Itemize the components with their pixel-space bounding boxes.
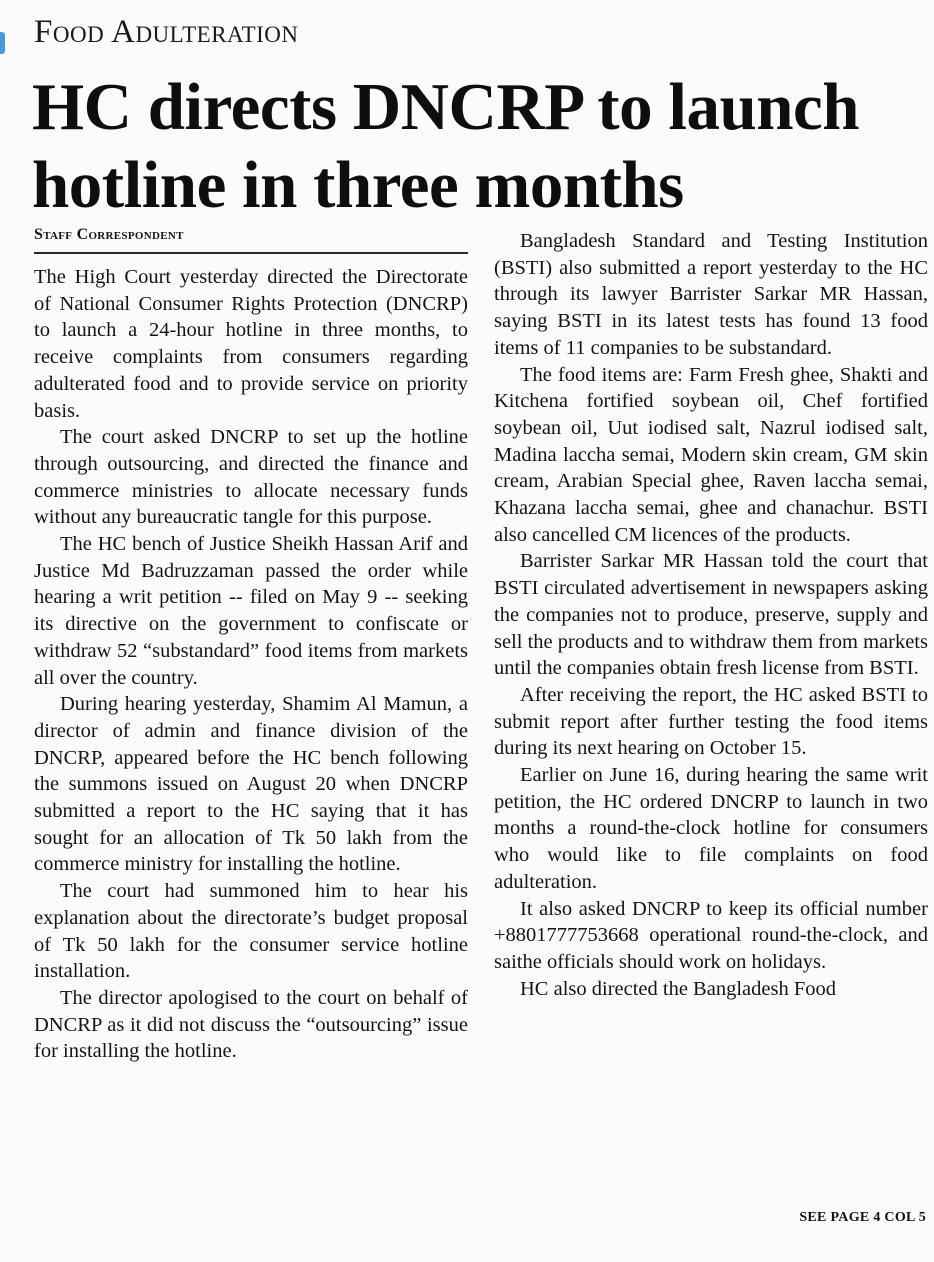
paragraph: The court asked DNCRP to set up the hotline through outsourcing, and directed the finance and commerce ministries to allocate necessary funds without any bureaucratic tangle for this purpose. (34, 426, 468, 529)
paragraph: The director apologised to the court on behalf of DNCRP as it did not discuss the “outsourcing” issue for installing the hotline. (34, 986, 468, 1063)
article-column-right (494, 228, 928, 1002)
paragraph: The HC bench of Justice Sheikh Hassan Arif and Justice Md Badruzzaman passed the order while hearing a writ petition -- filed on May 9 -- seeking its directive on the government to confiscate or withdraw 52 “substandard” food items from markets all over the country. (34, 533, 468, 689)
paragraph: Bangladesh Standard and Testing Institution (BSTI) also submitted a report yesterday to the HC through its lawyer Barrister Sarkar MR Hassan, saying BSTI in its latest tests has found 13 food items of 11 companies to be substandard. (494, 230, 928, 359)
section-kicker: Food Adulteration (34, 14, 299, 50)
headline-line-1: HC directs DNCRP to launch (32, 70, 859, 144)
paragraph: The High Court yesterday directed the Directorate of National Consumer Rights Protection (DNCRP) to launch a 24-hour hotline in three months, to receive complaints from consumers regarding adulterated food and to provide service on priority basis. (34, 266, 468, 422)
paragraph: Barrister Sarkar MR Hassan told the court that BSTI circulated advertisement in newspapers asking the companies not to produce, preserve, supply and sell the products and to withdraw them from markets until the companies obtain fresh license from BSTI. (494, 550, 928, 680)
paragraph: It also asked DNCRP to keep its official number +8801777753668 operational round-the-clock, and saithe officials should work on holidays. (494, 897, 928, 973)
paragraph: Earlier on June 16, during hearing the same writ petition, the HC ordered DNCRP to launch in two months a round-the-clock hotline for consumers who would like to file complaints on food adulteration. (494, 764, 928, 893)
paragraph: The court had summoned him to hear his explanation about the directorate’s budget proposal of Tk 50 lakh for the consumer service hotline installation. (34, 880, 468, 983)
article-column-left (34, 264, 468, 1065)
paragraph: After receiving the report, the HC asked BSTI to submit report after further testing the food items during its next hearing on October 15. (494, 683, 928, 760)
headline-line-2: hotline in three months (32, 148, 684, 222)
paragraph: During hearing yesterday, Shamim Al Mamun, a director of admin and finance division of the DNCRP, appeared before the HC bench following the summons issued on August 20 when DNCRP submitted a report to the HC saying that it has sought for an allocation of Tk 50 lakh from the commerce ministry for installing the hotline. (34, 693, 468, 876)
byline: Staff Correspondent (34, 226, 184, 243)
continuation-note: SEE PAGE 4 COL 5 (799, 1210, 926, 1225)
headline (32, 68, 922, 224)
page-edge-marker (0, 32, 5, 54)
paragraph: The food items are: Farm Fresh ghee, Shakti and Kitchena fortified soybean oil, Chef fortified soybean oil, Uut iodised salt, Nazrul iodised salt, Madina laccha semai, Modern skin cream, GM skin cream, Arabian Special ghee, Raven laccha semai, Khazana laccha semai, ghee and chanachur. BSTI also cancelled CM licences of the products. (494, 363, 928, 546)
paragraph: HC also directed the Bangladesh Food (520, 977, 836, 1000)
byline-rule (34, 252, 468, 254)
